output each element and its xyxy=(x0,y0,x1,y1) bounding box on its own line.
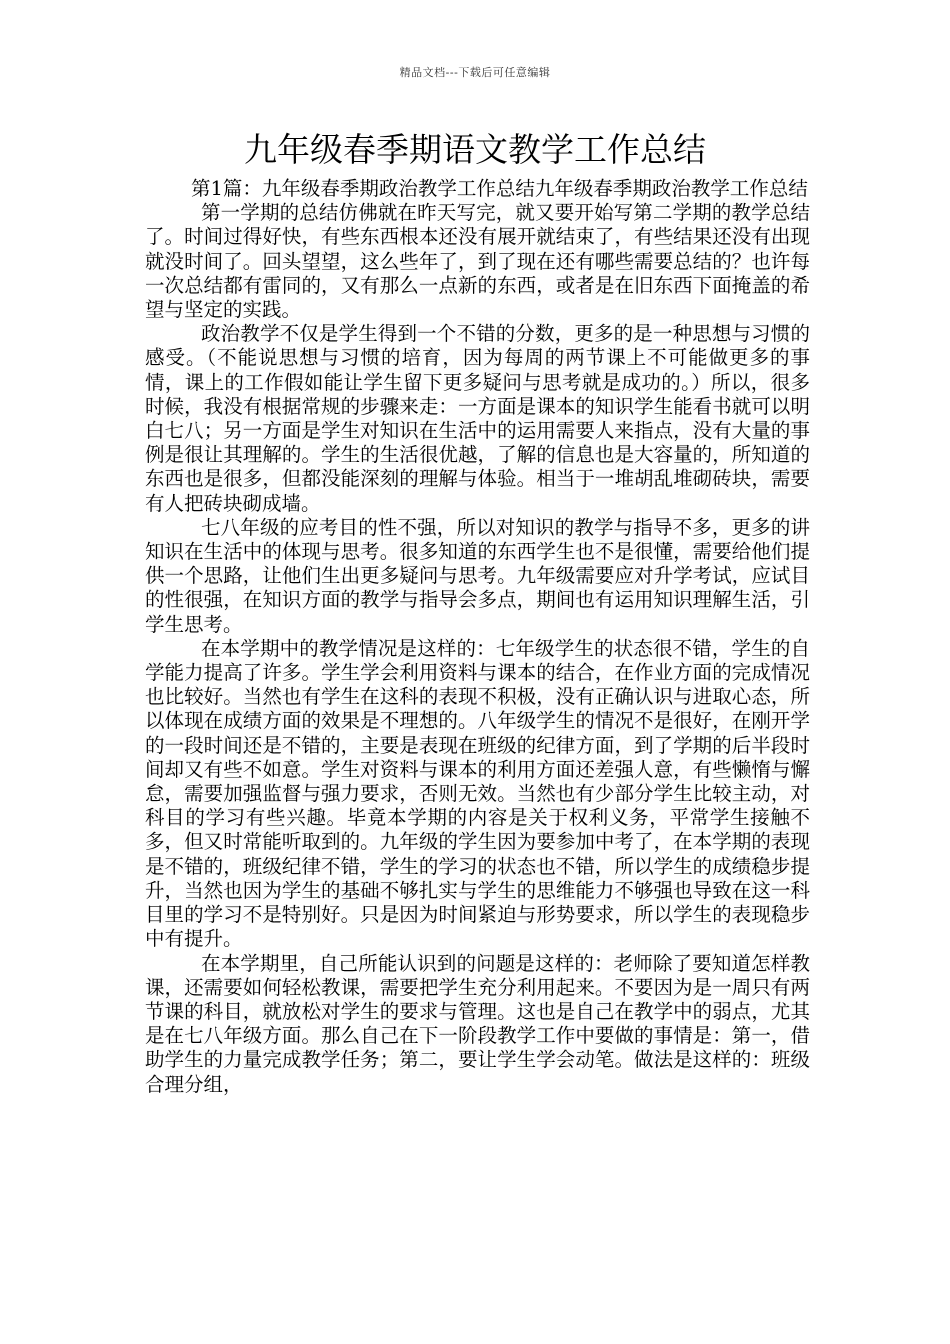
header-note: 精品文档---下载后可任意编辑 xyxy=(399,66,551,79)
document-body xyxy=(145,177,810,1097)
paragraph: 在本学期里，自己所能认识到的问题是这样的：老师除了要知道怎样教课，还需要如何轻松教课，需要把学生充分利用起来。不要因为是一周只有两节课的科目，就放松对学生的要求与管理。这也是自己在教学中的弱点，尤其是在七八年级方面。那么自己在下一阶段教学工作中要做的事情是：第一，借助学生的力量完成教学任务；第二，要让学生学会动笔。做法是这样的：班级合理分组， xyxy=(145,951,810,1096)
document-subtitle: 第1篇：九年级春季期政治教学工作总结九年级春季期政治教学工作总结 xyxy=(191,177,808,200)
document-title: 九年级春季期语文教学工作总结 xyxy=(244,130,706,169)
paragraph: 七八年级的应考目的性不强，所以对知识的教学与指导不多，更多的讲知识在生活中的体现与思考。很多知道的东西学生也不是很懂，需要给他们提供一个思路，让他们生出更多疑问与思考。九年级需要应对升学考试，应试目的性很强，在知识方面的教学与指导会多点，期间也有运用知识理解生活，引学生思考。 xyxy=(145,515,810,636)
paragraph: 政治教学不仅是学生得到一个不错的分数，更多的是一种思想与习惯的感受。（不能说思想与习惯的培育，因为每周的两节课上不可能做更多的事情，课上的工作假如能让学生留下更多疑问与思考就是成功的。）所以，很多时候，我没有根据常规的步骤来走：一方面是课本的知识学生能看书就可以明白七八；另一方面是学生对知识在生活中的运用需要人来指点，没有大量的事例是很让其理解的。学生的生活很优越，了解的信息也是大容量的，所知道的东西也是很多，但都没能深刻的理解与体验。相当于一堆胡乱堆砌砖块，需要有人把砖块砌成墙。 xyxy=(145,322,810,515)
paragraph: 第一学期的总结仿佛就在昨天写完，就又要开始写第二学期的教学总结了。时间过得好快，有些东西根本还没有展开就结束了，有些结果还没有出现就没时间了。回头望望，这么些年了，到了现在还有哪些需要总结的？也许每一次总结都有雷同的，又有那么一点新的东西，或者是在旧东西下面掩盖的希望与坚定的实践。 xyxy=(145,201,810,322)
paragraph: 在本学期中的教学情况是这样的：七年级学生的状态很不错，学生的自学能力提高了许多。学生学会利用资料与课本的结合，在作业方面的完成情况也比较好。当然也有学生在这科的表现不积极，没有正确认识与进取心态，所以体现在成绩方面的效果是不理想的。八年级学生的情况不是很好，在刚开学的一段时间还是不错的，主要是表现在班级的纪律方面，到了学期的后半段时间却又有些不如意。学生对资料与课本的利用方面还差强人意，有些懒惰与懈怠，需要加强监督与强力要求，否则无效。当然也有少部分学生比较主动，对科目的学习有些兴趣。毕竟本学期的内容是关于权利义务，平常学生接触不多，但又时常能听取到的。九年级的学生因为要参加中考了，在本学期的表现是不错的，班级纪律不错，学生的学习的状态也不错，所以学生的成绩稳步提升，当然也因为学生的基础不够扎实与学生的思维能力不够强也导致在这一科目里的学习不是特别好。只是因为时间紧迫与形势要求，所以学生的表现稳步中有提升。 xyxy=(145,636,810,951)
